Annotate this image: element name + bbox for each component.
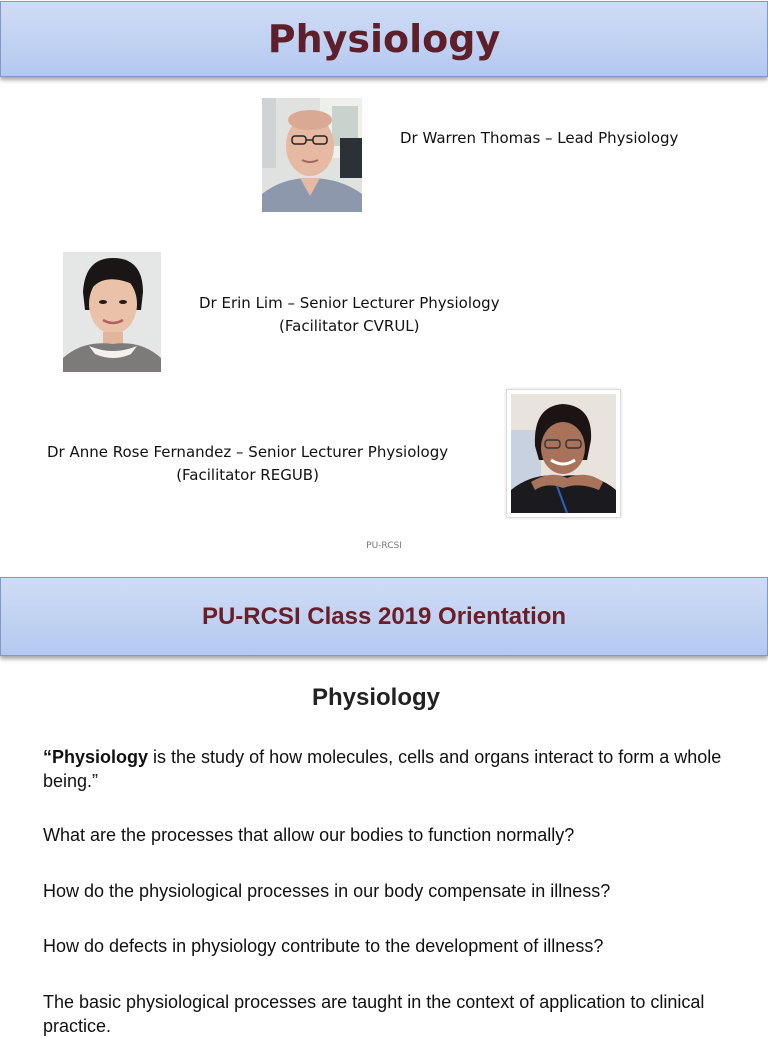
body-paragraph: How do the physiological processes in our body compensate in illness? (43, 881, 611, 901)
slide-orientation (0, 577, 768, 1036)
body-paragraph: The basic physiological processes are taught in the context of application to clinical practice. (43, 992, 705, 1036)
staff-caption-warren-thomas (400, 127, 678, 150)
definition-paragraph (43, 745, 733, 793)
staff-caption-erin-lim (199, 292, 500, 338)
slide-title-bar (0, 1, 768, 77)
definition-text: is the study of how molecules, cells and organs interact to form a whole being.” (43, 747, 722, 791)
definition-term: Physiology (52, 747, 149, 767)
open-quote: “ (43, 747, 52, 767)
slide-title: Physiology (267, 17, 501, 61)
slide-footer: PU-RCSI (366, 541, 402, 551)
staff-name: Dr Erin Lim – Senior Lecturer Physiology (199, 294, 500, 312)
slide-title: PU-RCSI Class 2019 Orientation (201, 602, 567, 630)
staff-photo-erin-lim (63, 252, 161, 372)
staff-role: (Facilitator CVRUL) (279, 317, 420, 335)
body-paragraph: How do defects in physiology contribute to the development of illness? (43, 936, 604, 956)
staff-name: Dr Warren Thomas – Lead Physiology (400, 129, 679, 147)
staff-name: Dr Anne Rose Fernandez – Senior Lecturer Physiology (47, 443, 449, 461)
staff-photo-anne-rose-fernandez (506, 389, 621, 518)
slide-title-bar (0, 577, 768, 656)
staff-caption-anne-rose-fernandez (47, 441, 448, 487)
body-paragraph: What are the processes that allow our bodies to function normally? (43, 825, 575, 845)
section-heading: Physiology (311, 684, 441, 711)
staff-role: (Facilitator REGUB) (176, 466, 319, 484)
staff-photo-warren-thomas (262, 98, 362, 212)
